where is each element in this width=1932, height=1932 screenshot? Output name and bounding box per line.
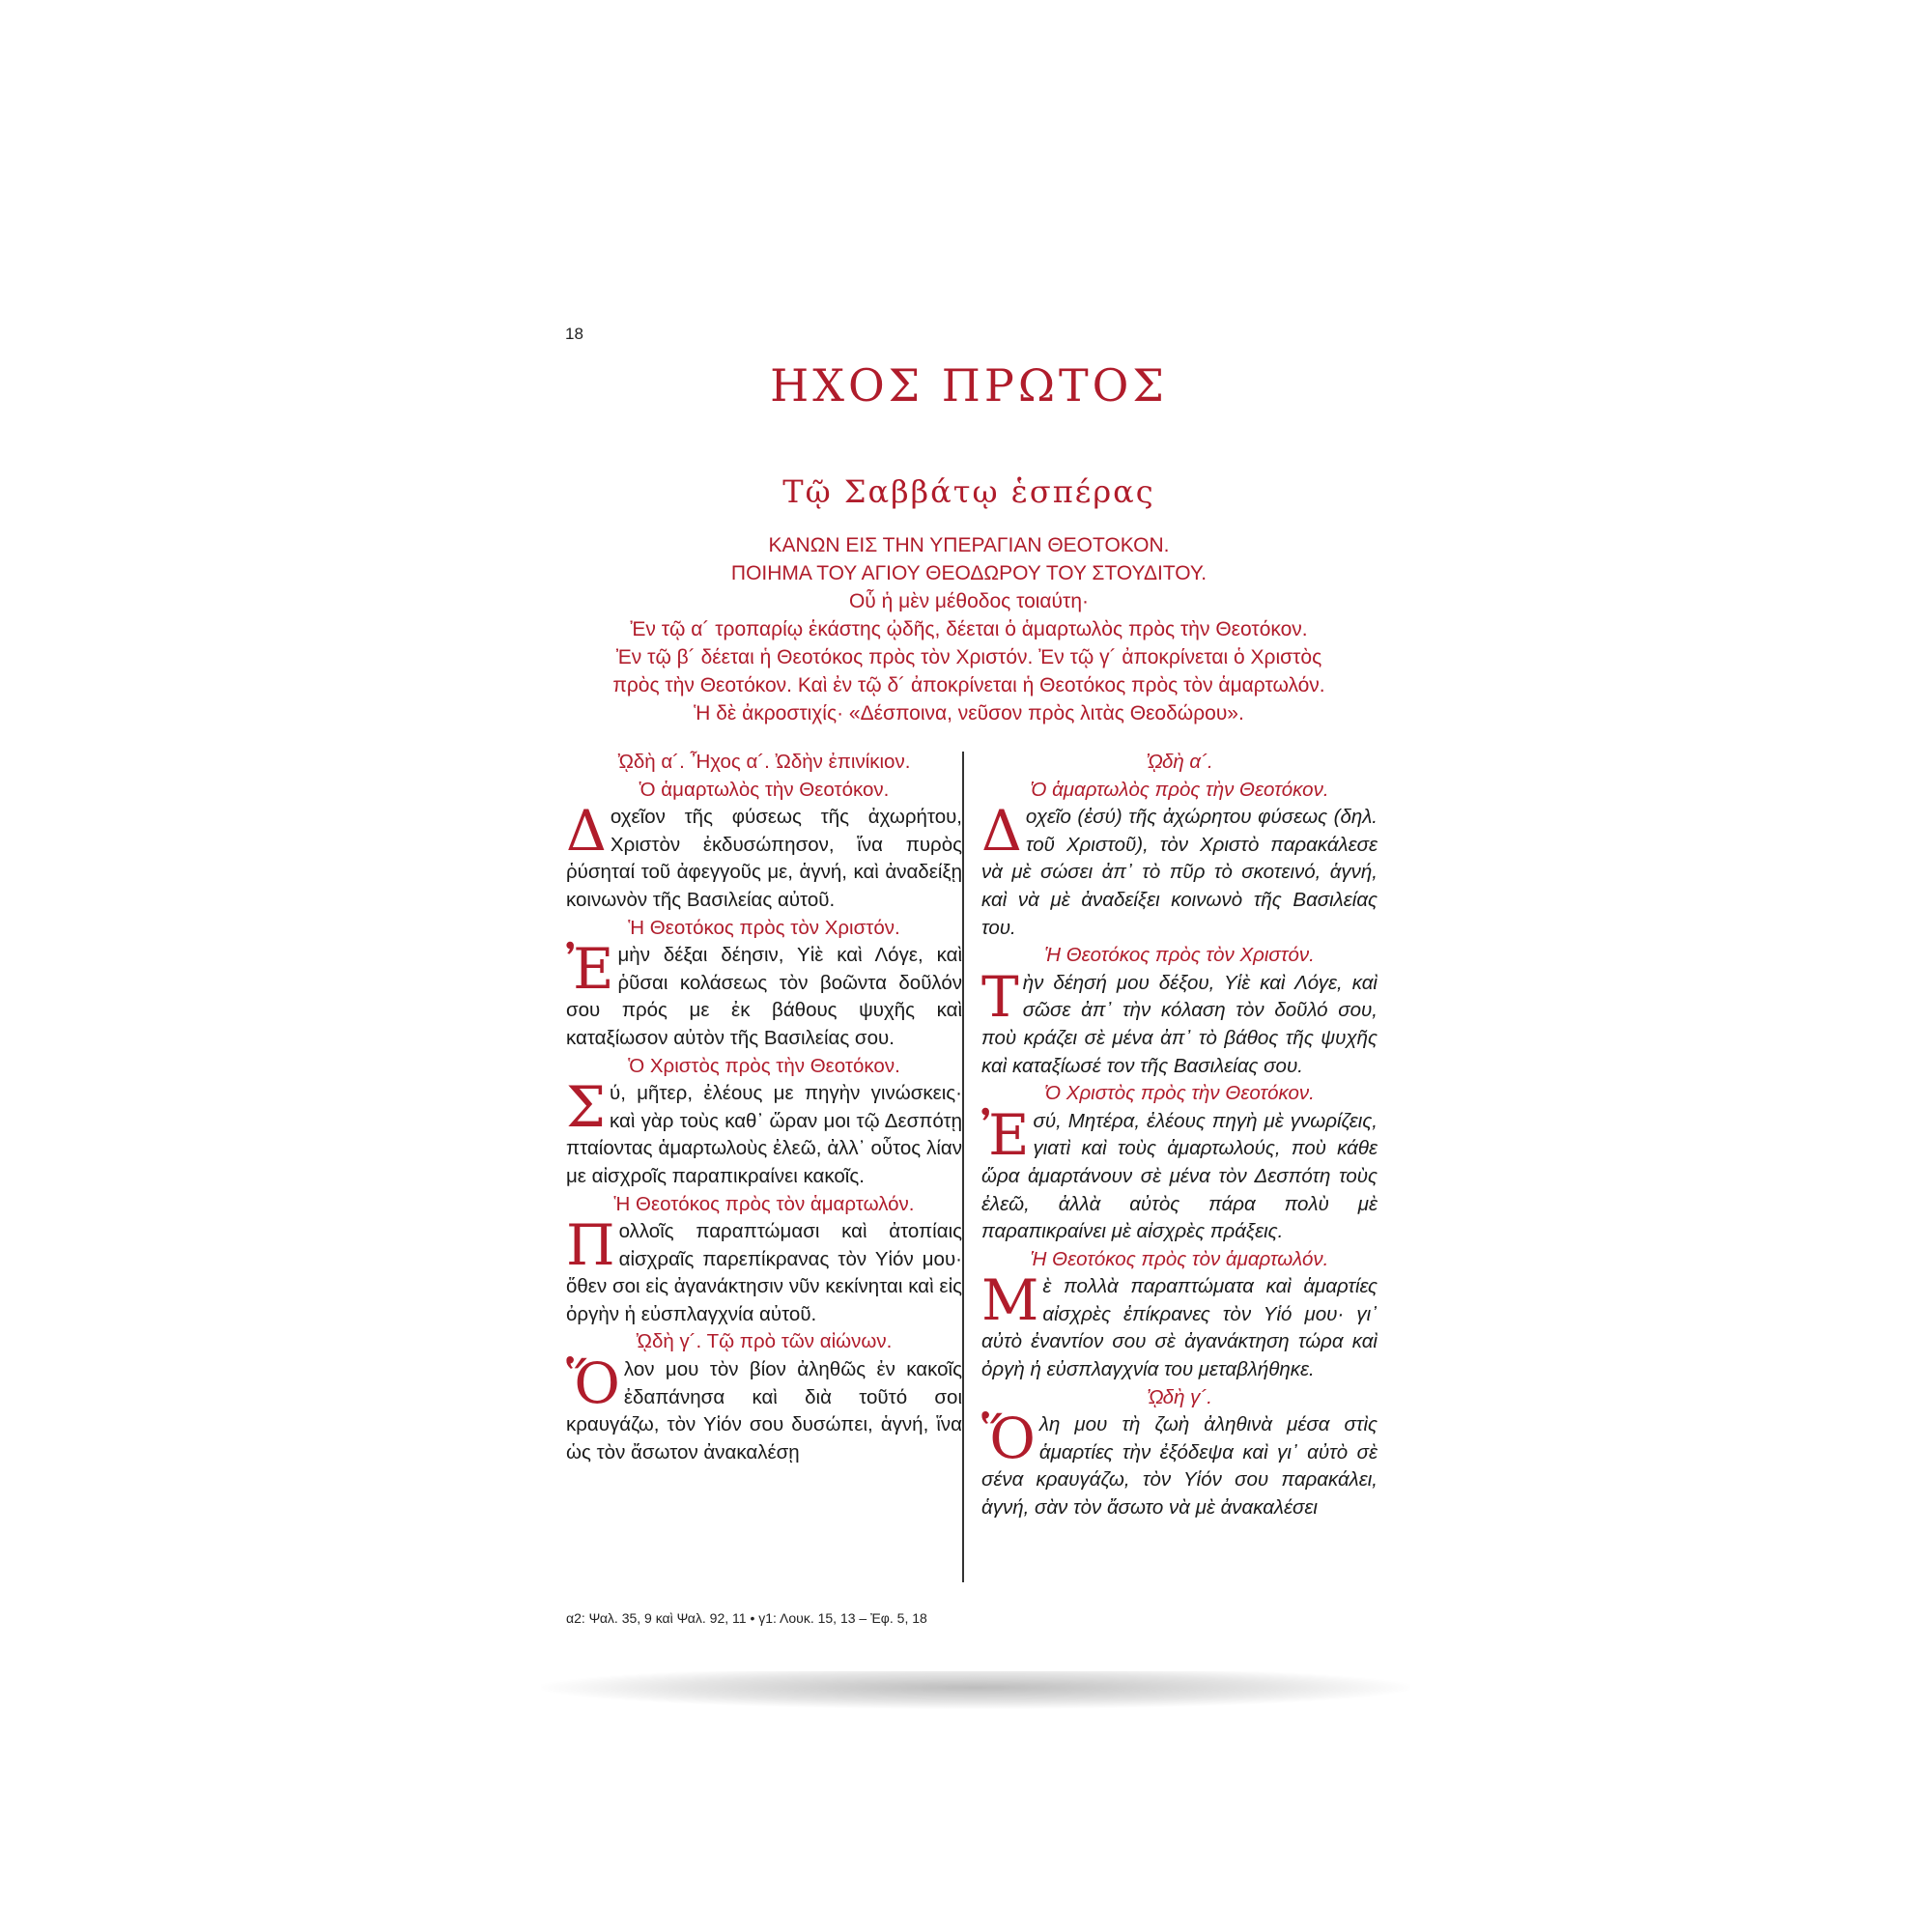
drop-cap: Ὅ	[566, 1350, 620, 1417]
translation	[981, 1406, 1378, 1521]
translation	[981, 1267, 1378, 1383]
drop-cap: Π	[566, 1212, 615, 1279]
intro-line: Ἐν τῷ α´ τροπαρίῳ ἑκάστης ᾠδῆς, δέεται ὁ ἁμαρτωλὸς πρὸς τὴν Θεοτόκον.	[630, 618, 1308, 640]
troparion-heading: Ἡ Θεοτόκος πρὸς τὸν Χριστόν.	[1044, 944, 1315, 967]
troparion	[566, 1212, 962, 1328]
troparion-heading: Ὁ ἁμαρτωλὸς τὴν Θεοτόκον.	[639, 778, 890, 801]
page-subtitle: Τῷ Σαββάτῳ ἑσπέρας	[782, 473, 1155, 510]
drop-cap: Ἐ	[981, 1101, 1030, 1168]
troparion	[566, 1074, 962, 1190]
drop-cap: Σ	[566, 1074, 607, 1141]
drop-cap: Δ	[981, 798, 1022, 865]
translation-text: λη μου τὴ ζωὴ ἀληθινὰ μέσα στὶς ἁμαρτίες τὴν ἐξόδεψα καὶ γι᾽ αὐτὸ σὲ σένα κραυγάζω, τὸν Υἱόν σου παρακάλει, ἁγνή, σὰν τὸν ἄσωτο νὰ μὲ ἀνακαλέσει	[981, 1413, 1378, 1520]
troparion-heading: Ὁ Χριστὸς πρὸς τὴν Θεοτόκον.	[628, 1054, 900, 1077]
translation	[981, 798, 1378, 942]
page-title: ΗΧΟΣ ΠΡΩΤΟΣ	[770, 359, 1168, 412]
intro-line: Ἐν τῷ β´ δέεται ἡ Θεοτόκος πρὸς τὸν Χριστόν. Ἐν τῷ γ´ ἀποκρίνεται ὁ Χριστὸς	[615, 646, 1322, 668]
troparion	[566, 1350, 962, 1466]
troparion-heading: Ἡ Θεοτόκος πρὸς τὸν ἁμαρτωλόν.	[1030, 1247, 1329, 1270]
troparion	[566, 798, 962, 914]
troparion-text: μὴν δέξαι δέησιν, Υἱὲ καὶ Λόγε, καὶ ῥῦσαι κολάσεως τὸν βοῶντα δοῦλόν σου πρός με ἐκ βάθους ψυχῆς καὶ καταξίωσον αὐτὸν τῆς Βασιλείας σου.	[566, 944, 962, 1049]
troparion-heading: Ἡ Θεοτόκος πρὸς τὸν Χριστόν.	[628, 916, 900, 939]
troparion-text: ολλοῖς παραπτώμασι καὶ ἀτοπίαις αἰσχραῖς παρεπίκρανας τὸν Υἱόν μου· ὅθεν σοι εἰς ἀγανάκτησιν νῦν κεκίνηται καὶ εἰς ὀργὴν ἡ εὐσπλαγχνία αὐτοῦ.	[566, 1220, 962, 1325]
translation	[981, 963, 1378, 1080]
troparion-heading: Ἡ Θεοτόκος πρὸς τὸν ἁμαρτωλόν.	[613, 1192, 915, 1215]
translation-column	[981, 749, 1378, 1522]
intro-block	[529, 531, 1408, 727]
translation-text: ὲ πολλὰ παραπτώματα καὶ ἁμαρτίες αἰσχρὲς ἐπίκρανες τὸν Υἱό μου· γι᾽ αὐτὸ ἐναντίον σου σὲ ἀγανάκτηση τώρα καὶ ὀργὴ ἡ εὐσπλαγχνία του μεταβλήθηκε.	[981, 1275, 1378, 1381]
intro-line: ΠΟΙΗΜΑ ΤΟΥ ΑΓΙΟΥ ΘΕΟΔΩΡΟΥ ΤΟΥ ΣΤΟΥΔΙΤΟΥ.	[730, 562, 1208, 584]
translation	[981, 1101, 1378, 1246]
intro-line: Ἡ δὲ ἀκροστιχίς· «Δέσποινα, νεῦσον πρὸς λιτὰς Θεοδώρου».	[694, 702, 1244, 724]
drop-cap: Ἐ	[566, 936, 614, 1003]
drop-cap: Δ	[566, 798, 607, 865]
troparion-text: οχεῖον τῆς φύσεως τῆς ἀχωρήτου, Χριστὸν ἐκδυσώπησον, ἵνα πυρὸς ῥύσηταί τοῦ ἀφεγγοῦς με, ἁγνή, καὶ ἀναδείξῃ κοινωνὸν τῆς Βασιλείας αὐτοῦ.	[566, 806, 962, 911]
drop-cap: Τ	[981, 963, 1019, 1030]
intro-line: ΚΑΝΩΝ ΕΙΣ ΤΗΝ ΥΠΕΡΑΓΙΑΝ ΘΕΟΤΟΚΟΝ.	[768, 534, 1170, 556]
troparion-text: λον μου τὸν βίον ἀληθῶς ἐν κακοῖς ἐδαπάνησα καὶ διὰ τοῦτό σοι κραυγάζω, τὸν Υἱόν σου δυσώπει, ἁγνή, ἵνα ὡς τὸν ἄσωτον ἀνακαλέσῃ	[566, 1358, 962, 1463]
ode-heading: ᾨδὴ γ´. Τῷ πρὸ τῶν αἰώνων.	[636, 1330, 893, 1353]
original-text-column	[566, 749, 962, 1466]
drop-cap: Ὅ	[981, 1406, 1036, 1472]
ode-heading: ᾨδὴ α´. Ἦχος α´. Ὠδὴν ἐπινίκιον.	[617, 751, 911, 773]
page-number: 18	[565, 325, 583, 343]
page-shadow	[541, 1666, 1410, 1709]
book-page	[529, 290, 1408, 1671]
ode-heading: ᾨδὴ α´.	[1146, 751, 1213, 773]
intro-line: πρὸς τὴν Θεοτόκον. Καὶ ἐν τῷ δ´ ἀποκρίνεται ἡ Θεοτόκος πρὸς τὸν ἁμαρτωλόν.	[612, 674, 1325, 696]
troparion-heading: Ὁ ἁμαρτωλὸς πρὸς τὴν Θεοτόκον.	[1030, 778, 1329, 801]
column-divider	[962, 752, 964, 1582]
troparion-heading: Ὁ Χριστὸς πρὸς τὴν Θεοτόκον.	[1044, 1082, 1315, 1105]
translation-text: οχεῖο (ἐσύ) τῆς ἀχώρητου φύσεως (δηλ. τοῦ Χριστοῦ), τὸν Χριστὸ παρακάλεσε νὰ μὲ σώσει ἀπ᾽ τὸ πῦρ τὸ σκοτεινό, ἁγνή, καὶ νὰ μὲ ἀναδείξει κοινωνὸ τῆς Βασιλείας του.	[981, 806, 1378, 939]
translation-text: ὴν δέησή μου δέξου, Υἱὲ καὶ Λόγε, καὶ σῶσε ἀπ᾽ τὴν κόλαση τὸν δοῦλό σου, ποὺ κράζει σὲ μένα ἀπ᾽ τὸ βάθος τῆς ψυχῆς καὶ καταξίωσέ τον τῆς Βασιλείας σου.	[981, 971, 1378, 1077]
intro-line: Οὗ ἡ μὲν μέθοδος τοιαύτη·	[848, 590, 1090, 612]
footnote: α2: Ψαλ. 35, 9 καὶ Ψαλ. 92, 11 • γ1: Λουκ. 15, 13 – Ἐφ. 5, 18	[566, 1610, 927, 1626]
troparion	[566, 936, 962, 1052]
drop-cap: Μ	[981, 1267, 1039, 1334]
ode-heading: ᾨδὴ γ´.	[1147, 1385, 1212, 1408]
troparion-text: ύ, μῆτερ, ἐλέους με πηγὴν γινώσκεις· καὶ γὰρ τοὺς καθ᾽ ὥραν μοι τῷ Δεσπότῃ πταίοντας ἁμαρτωλοὺς ἐλεῶ, ἀλλ᾽ οὗτος λίαν με αἰσχροῖς παραπικραίνει κακοῖς.	[566, 1082, 962, 1187]
translation-text: σύ, Μητέρα, ἐλέους πηγὴ μὲ γνωρίζεις, γιατὶ καὶ τοὺς ἁμαρτωλούς, ποὺ κάθε ὥρα ἁμαρτάνουν σὲ μένα τὸν Δεσπότη τοὺς ἐλεῶ, ἀλλὰ αὐτὸς πάρα πολὺ μὲ παραπικραίνει μὲ αἰσχρὲς πράξεις.	[981, 1109, 1378, 1243]
